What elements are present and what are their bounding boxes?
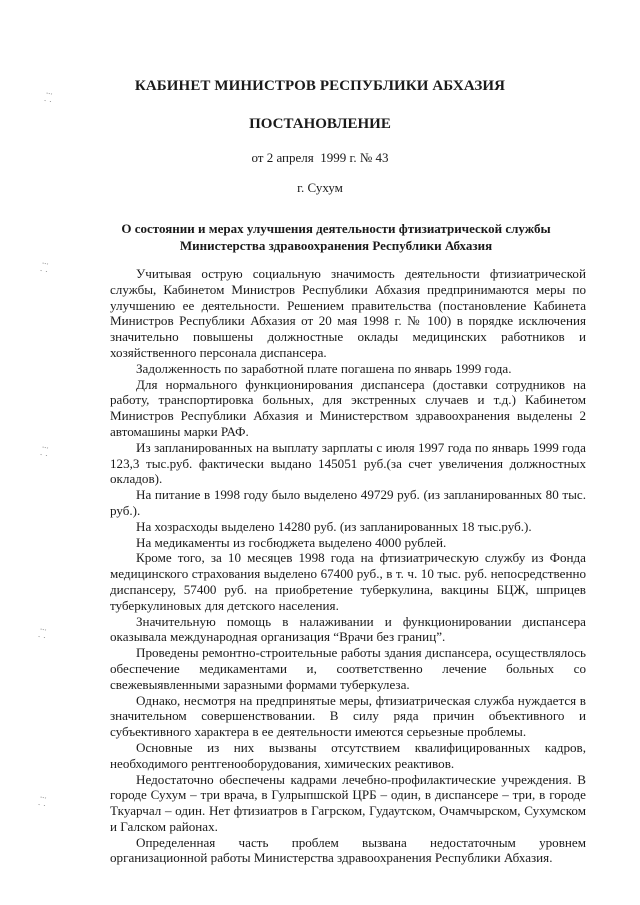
document-type-heading: ПОСТАНОВЛЕНИЕ bbox=[249, 116, 391, 132]
margin-pencil-mark: ⁚ ⁝ bbox=[37, 794, 50, 808]
body-paragraph: Учитывая острую социальную значимость деятельности фтизиатрической службы, Кабинетом Министров Республики Абхазия предпринимаются меры по улучшению ее деятельности. Решением правительства (постановление Кабинета Министров Республики Абхазия от 20 мая 1998 г. № 100) в порядке исключения значительно повышены должностные оклады медицинских работников и хозяйственного персонала диспансера. bbox=[110, 266, 586, 360]
body-paragraph: На медикаменты из госбюджета выделено 4000 рублей. bbox=[136, 534, 447, 550]
body-paragraph: Кроме того, за 10 месяцев 1998 года на фтизиатрическую службу из Фонда медицинского страхования выделено 67400 руб., в т. ч. 10 тыс. руб. непосредственно диспансеру, 57400 руб. на приобретение туберкулина, вакцины БЦЖ, шприцев туберкулиновых для детского населения. bbox=[110, 550, 586, 613]
body-paragraph: Определенная часть проблем вызвана недостаточным уровнем организационной работы Министерства здравоохранения Республики Абхазия. bbox=[110, 834, 586, 866]
margin-pencil-mark: ⁚ ⁝ bbox=[39, 444, 52, 458]
body-paragraph: Недостаточно обеспечены кадрами лечебно-профилактические учреждения. В городе Сухум – три врача, в Гулрыпшской ЦРБ – один, в диспансере – три, в городе Ткуарчал – один. Нет фтизиатров в Гагрском, Гудаутском, Очамчырском, Сухумском и Галском районах. bbox=[110, 771, 586, 834]
document-body bbox=[110, 266, 586, 866]
body-paragraph: Задолженность по заработной плате погашена по январь 1999 года. bbox=[136, 360, 512, 376]
document-title-line: Министерства здравоохранения Республики Абхазия bbox=[179, 238, 493, 253]
body-paragraph: Значительную помощь в налаживании и функционировании диспансера оказывала международная организация “Врачи без границ”. bbox=[110, 613, 586, 645]
body-paragraph: Однако, несмотря на предпринятые меры, фтизиатрическая служба нуждается в значительном совершенствовании. В силу ряда причин объективного и субъективного характера в ее деятельности имеются серьезные проблемы. bbox=[110, 692, 586, 740]
body-paragraph: На питание в 1998 году было выделено 49729 руб. (из запланированных 80 тыс. руб.). bbox=[110, 487, 586, 518]
organization-heading: КАБИНЕТ МИНИСТРОВ РЕСПУБЛИКИ АБХАЗИЯ bbox=[134, 78, 506, 94]
margin-pencil-mark: ⁚ ⁝ bbox=[37, 626, 50, 640]
body-paragraph: Из запланированных на выплату зарплаты с июля 1997 года по январь 1999 года 123,3 тыс.руб. фактически выдано 145051 руб.(за счет увеличения должностных окладов). bbox=[110, 439, 586, 487]
document-date-number: от 2 апреля 1999 г. № 43 bbox=[251, 150, 389, 165]
body-paragraph: На хозрасходы выделено 14280 руб. (из запланированных 18 тыс.руб.). bbox=[136, 518, 532, 534]
document-title bbox=[96, 220, 576, 254]
margin-pencil-mark: ⁚ ⁝ bbox=[43, 90, 56, 104]
body-paragraph: Для нормального функционирования диспансера (доставки сотрудников на работу, транспортировка больных, для экстренных случаев и т.д.) Кабинетом Министров Республики Абхазия и Министерством здравоохранения выделены 2 автомашины марки РАФ. bbox=[110, 376, 586, 439]
body-paragraph: Проведены ремонтно-строительные работы здания диспансера, осуществлялось обеспечение медикаментами и, соответственно лечение больных со свежевыявленными заразными формами туберкулеза. bbox=[110, 645, 586, 692]
document-place: г. Сухум bbox=[297, 180, 343, 195]
document-title-line: О состоянии и мерах улучшения деятельности фтизиатрической службы bbox=[121, 221, 551, 236]
body-paragraph: Основные из них вызваны отсутствием квалифицированных кадров, необходимого рентгенооборудования, химических реактивов. bbox=[110, 739, 586, 771]
margin-pencil-mark: ⁚ ⁝ bbox=[39, 260, 52, 274]
